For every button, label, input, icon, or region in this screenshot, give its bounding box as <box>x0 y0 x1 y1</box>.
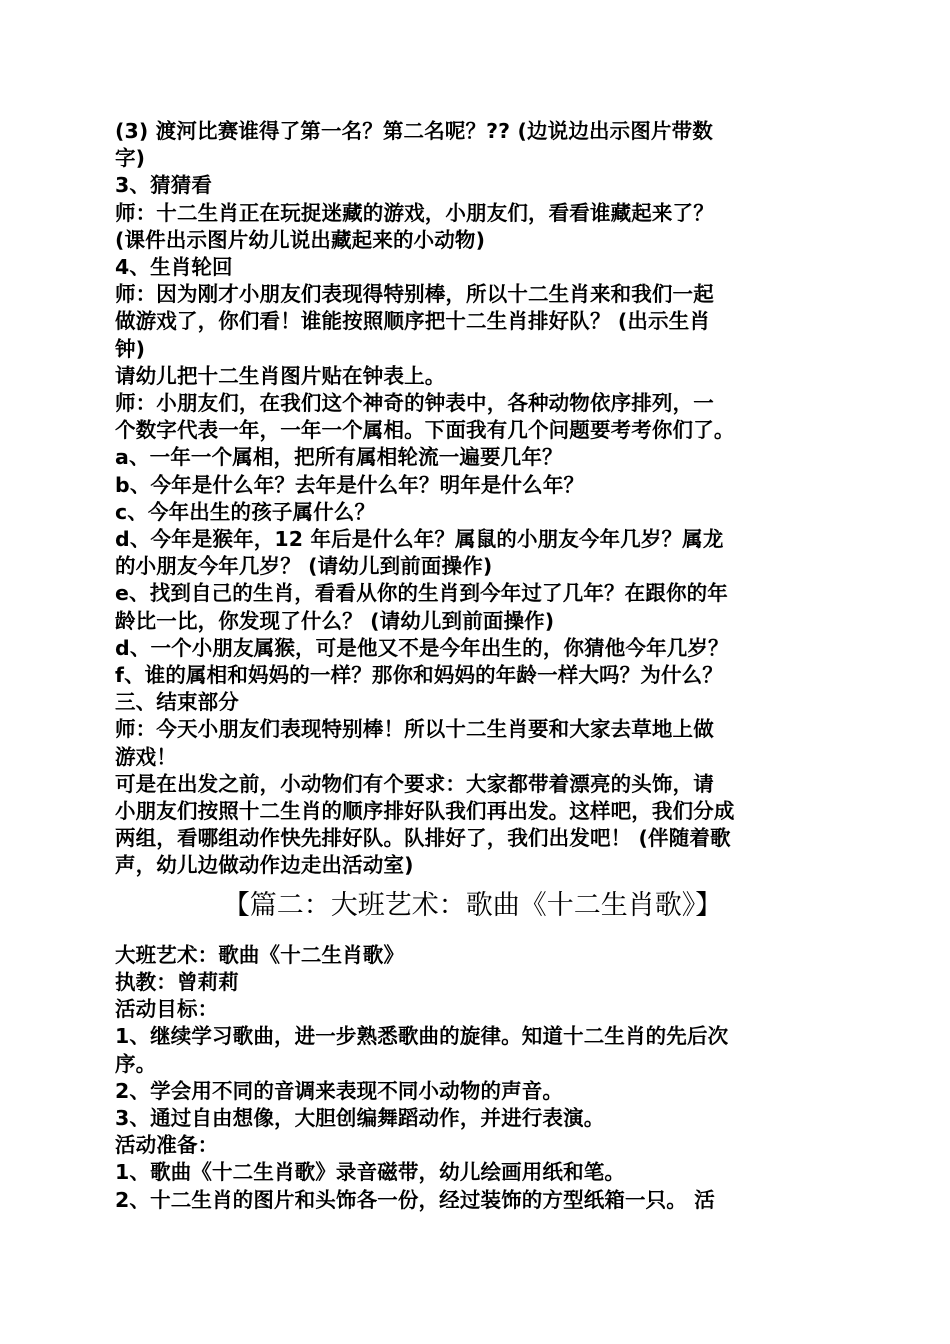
text-line: 声，幼儿边做动作边走出活动室) <box>115 853 414 878</box>
text-line: 序。 <box>115 1051 157 1076</box>
text-line: 小朋友们按照十二生肖的顺序排好队我们再出发。这样吧，我们分成 <box>115 799 735 824</box>
text-line: 执教：曾莉莉 <box>115 969 239 994</box>
text-line: 字) <box>115 146 146 171</box>
lesson-section-1 <box>115 118 840 880</box>
text-line: 的小朋友今年几岁？ (请幼儿到前面操作) <box>115 554 493 579</box>
text-line: 两组，看哪组动作快先排好队。队排好了，我们出发吧！ (伴随着歌 <box>115 826 731 851</box>
text-line: 3、猜猜看 <box>115 173 213 198</box>
text-line: c、今年出生的孩子属什么？ <box>115 499 376 524</box>
text-line: 1、歌曲《十二生肖歌》录音磁带，幼儿绘画用纸和笔。 <box>115 1160 626 1185</box>
text-line: (课件出示图片幼儿说出藏起来的小动物) <box>115 227 486 252</box>
text-line: 3、通过自由想像，大胆创编舞蹈动作，并进行表演。 <box>115 1105 605 1130</box>
text-line: 请幼儿把十二生肖图片贴在钟表上。 <box>115 363 446 388</box>
text-line: 龄比一比，你发现了什么？ (请幼儿到前面操作) <box>115 608 555 633</box>
text-line: 做游戏了，你们看！谁能按照顺序把十二生肖排好队？ (出示生肖 <box>115 309 711 334</box>
text-line: d、今年是猴年，12 年后是什么年？属鼠的小朋友今年几岁？属龙 <box>115 527 724 552</box>
text-line: a、一年一个属相，把所有属相轮流一遍要几年？ <box>115 445 563 470</box>
text-line: e、找到自己的生肖，看看从你的生肖到今年过了几年？在跟你的年 <box>115 581 728 606</box>
text-line: 师：十二生肖正在玩捉迷藏的游戏，小朋友们，看看谁藏起来了？ <box>115 200 714 225</box>
text-line: b、今年是什么年？去年是什么年？明年是什么年？ <box>115 472 585 497</box>
text-line: 师：小朋友们，在我们这个神奇的钟表中，各种动物依序排列，一 <box>115 391 714 416</box>
text-line: 三、结束部分 <box>115 690 239 715</box>
text-line: 4、生肖轮回 <box>115 255 233 280</box>
text-line: 活动准备： <box>115 1133 219 1158</box>
text-line: 可是在出发之前，小动物们有个要求：大家都带着漂亮的头饰，请 <box>115 771 714 796</box>
section-heading: 【篇二：大班艺术：歌曲《十二生肖歌》】 <box>222 889 723 921</box>
text-line: 个数字代表一年，一年一个属相。下面我有几个问题要考考你们了。 <box>115 418 735 443</box>
text-line: 师：因为刚才小朋友们表现得特别棒，所以十二生肖来和我们一起 <box>115 282 714 307</box>
text-line: (3) 渡河比赛谁得了第一名？第二名呢？?? (边说边出示图片带数 <box>115 119 713 143</box>
text-line: 钟) <box>115 336 146 361</box>
text-line: 2、十二生肖的图片和头饰各一份，经过装饰的方型纸箱一只。 活 <box>115 1187 715 1212</box>
text-line: 2、学会用不同的音调来表现不同小动物的声音。 <box>115 1078 564 1103</box>
text-line: f、谁的属相和妈妈的一样？那你和妈妈的年龄一样大吗？为什么？ <box>115 663 723 688</box>
document-page <box>115 118 840 1214</box>
text-line: 大班艺术：歌曲《十二生肖歌》 <box>115 942 405 967</box>
text-line: 游戏！ <box>115 744 177 769</box>
lesson-section-2 <box>115 942 840 1214</box>
text-line: 活动目标： <box>115 997 219 1022</box>
text-line: d、一个小朋友属猴，可是他又不是今年出生的，你猜他今年几岁？ <box>115 635 729 660</box>
text-line: 师：今天小朋友们表现特别棒！所以十二生肖要和大家去草地上做 <box>115 717 714 742</box>
text-line: 1、继续学习歌曲，进一步熟悉歌曲的旋律。知道十二生肖的先后次 <box>115 1024 729 1049</box>
